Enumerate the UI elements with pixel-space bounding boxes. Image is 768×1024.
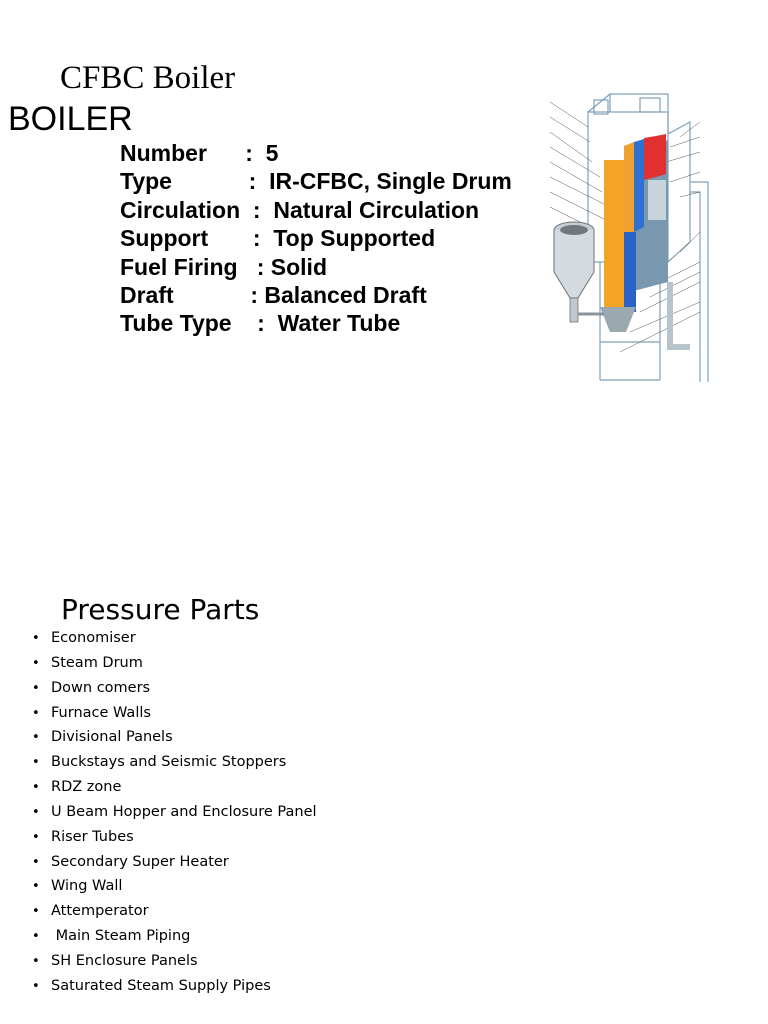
spec-row: Draft : Balanced Draft <box>120 281 427 308</box>
list-item <box>32 924 317 949</box>
bullet-dot-icon: • <box>32 879 40 895</box>
list-item <box>32 874 317 899</box>
bullet-dot-icon: • <box>32 631 40 646</box>
bullet-dot-icon: • <box>32 978 40 994</box>
list-item-label: Riser Tubes <box>51 828 134 845</box>
spec-row: Fuel Firing : Solid <box>120 253 327 280</box>
bullet-dot-icon: • <box>32 904 40 920</box>
bullet-dot-icon: • <box>32 655 40 671</box>
bullet-dot-icon: • <box>32 705 40 721</box>
spec-list <box>120 139 512 338</box>
spec-row: Type : IR-CFBC, Single Drum <box>120 168 512 195</box>
bullet-dot-icon: • <box>32 829 40 845</box>
list-item <box>32 676 317 701</box>
list-item <box>32 701 317 726</box>
list-item-label: Economiser <box>51 630 136 646</box>
list-item-label: Steam Drum <box>51 654 143 671</box>
bullet-dot-icon: • <box>32 854 40 870</box>
bullet-dot-icon: • <box>32 780 40 796</box>
bullet-dot-icon: • <box>32 755 40 771</box>
list-item-label: Divisional Panels <box>51 729 173 746</box>
spec-row: Support : Top Supported <box>120 225 436 252</box>
bullet-dot-icon: • <box>32 953 40 969</box>
list-item-label: RDZ zone <box>51 779 122 796</box>
bullet-dot-icon: • <box>32 730 40 746</box>
spec-row: Circulation : Natural Circulation <box>120 196 480 223</box>
list-item-label: Wing Wall <box>51 878 123 895</box>
list-item <box>32 974 317 999</box>
list-item-label: Attemperator <box>51 903 149 920</box>
list-item-label: SH Enclosure Panels <box>51 952 198 969</box>
slide-pressure-parts <box>0 512 768 1024</box>
list-item-label: Main Steam Piping <box>51 928 191 945</box>
slide-title: CFBC Boiler <box>60 60 236 96</box>
list-item-label: Down comers <box>51 679 151 696</box>
list-item-label: Secondary Super Heater <box>51 853 229 870</box>
spec-row: Tube Type : Water Tube <box>120 310 401 337</box>
list-item <box>32 626 317 651</box>
bullet-dot-icon: • <box>32 929 40 945</box>
list-item <box>32 750 317 775</box>
bullet-list <box>32 626 317 999</box>
section-heading: BOILER <box>8 100 133 138</box>
list-item <box>32 850 317 875</box>
list-item <box>32 775 317 800</box>
bullet-dot-icon: • <box>32 804 40 820</box>
list-item-label: Saturated Steam Supply Pipes <box>51 977 271 994</box>
list-item-label: Furnace Walls <box>51 704 151 721</box>
list-item <box>32 725 317 750</box>
list-item-label: U Beam Hopper and Enclosure Panel <box>51 803 317 820</box>
list-item <box>32 899 317 924</box>
spec-row: Number : 5 <box>120 140 279 166</box>
list-item <box>32 949 317 974</box>
slide-title: Pressure Parts <box>61 593 260 626</box>
bullet-dot-icon: • <box>32 680 40 696</box>
list-item-label: Buckstays and Seismic Stoppers <box>51 754 287 771</box>
list-item <box>32 651 317 676</box>
list-item <box>32 800 317 825</box>
boiler-diagram-icon <box>540 82 714 384</box>
list-item <box>32 825 317 850</box>
